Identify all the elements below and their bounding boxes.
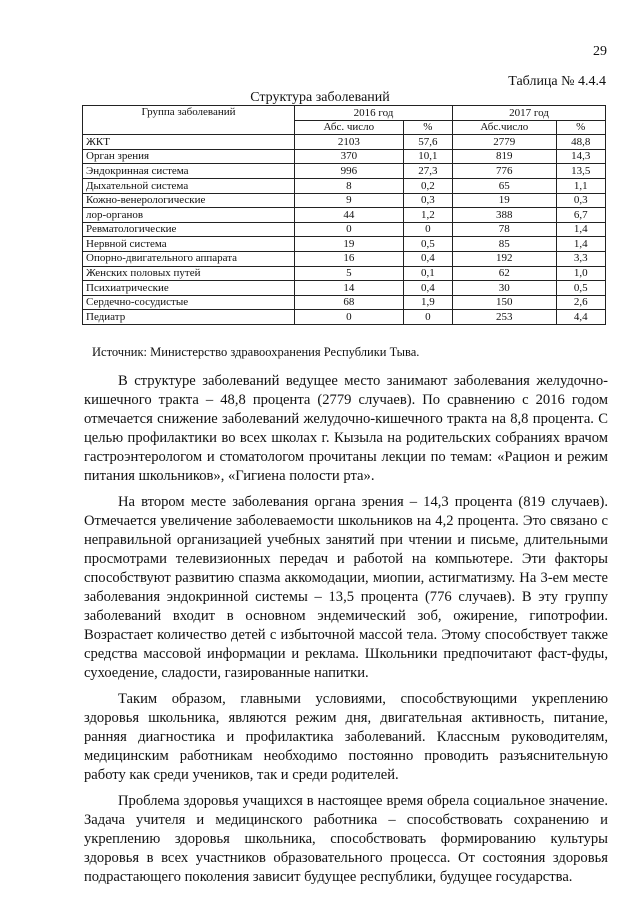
table-row	[83, 310, 606, 325]
pct-2016-cell: 0	[403, 222, 452, 237]
abs-2016-cell: 996	[295, 164, 404, 179]
subheader-abs-2017: Абс.число	[453, 120, 556, 135]
pct-2017-cell: 3,3	[556, 251, 605, 266]
table-row	[83, 164, 606, 179]
abs-2016-cell: 8	[295, 178, 404, 193]
table-row	[83, 149, 606, 164]
disease-structure-table	[82, 105, 606, 325]
row-name-cell: Кожно-венерологические	[83, 193, 295, 208]
row-name-cell: ЖКТ	[83, 135, 295, 150]
pct-2016-cell: 10,1	[403, 149, 452, 164]
pct-2016-cell: 0,4	[403, 251, 452, 266]
pct-2017-cell: 1,0	[556, 266, 605, 281]
pct-2016-cell: 0,1	[403, 266, 452, 281]
abs-2017-cell: 192	[453, 251, 556, 266]
table-row	[83, 208, 606, 223]
table-body	[83, 135, 606, 325]
pct-2017-cell: 0,3	[556, 193, 605, 208]
table-title: Структура заболеваний	[250, 90, 390, 105]
row-name-cell: Опорно-двигательного аппарата	[83, 251, 295, 266]
table-label: Таблица № 4.4.4	[508, 74, 606, 89]
paragraph: В структуре заболеваний ведущее место занимают заболевания желудочно-кишечного тракта – 48,8 процента (2779 случаев). По сравнению с 2016 годом отмечается снижение заболеваний желудочно-кишечного тракта на 8,8 процента. С целью профилактики во всех школах г. Кызыла на родительских собраниях врачом гастроэнтерологом и стоматологом прочитаны лекции по темам: «Рацион и режим питания школьников», «Гигиена полости рта».	[84, 373, 608, 484]
pct-2017-cell: 6,7	[556, 208, 605, 223]
row-name-cell: Сердечно-сосудистые	[83, 295, 295, 310]
year-header-2016: 2016 год	[295, 106, 453, 121]
pct-2017-cell: 4,4	[556, 310, 605, 325]
table-row	[83, 281, 606, 296]
table-row	[83, 295, 606, 310]
row-name-cell: Ревматологические	[83, 222, 295, 237]
table-row	[83, 178, 606, 193]
pct-2016-cell: 0,4	[403, 281, 452, 296]
table-row	[83, 135, 606, 150]
page-number: 29	[593, 44, 607, 59]
row-name-cell: Нервной система	[83, 237, 295, 252]
abs-2017-cell: 776	[453, 164, 556, 179]
table-row	[83, 266, 606, 281]
subheader-abs-2016: Абс. число	[295, 120, 404, 135]
abs-2016-cell: 2103	[295, 135, 404, 150]
pct-2017-cell: 1,1	[556, 178, 605, 193]
pct-2017-cell: 1,4	[556, 237, 605, 252]
subheader-pct-2016: %	[403, 120, 452, 135]
pct-2017-cell: 2,6	[556, 295, 605, 310]
pct-2016-cell: 57,6	[403, 135, 452, 150]
year-header-2017: 2017 год	[453, 106, 606, 121]
pct-2017-cell: 0,5	[556, 281, 605, 296]
abs-2017-cell: 150	[453, 295, 556, 310]
abs-2016-cell: 0	[295, 222, 404, 237]
abs-2016-cell: 44	[295, 208, 404, 223]
row-name-cell: Педиатр	[83, 310, 295, 325]
table-row	[83, 251, 606, 266]
abs-2016-cell: 9	[295, 193, 404, 208]
abs-2016-cell: 370	[295, 149, 404, 164]
pct-2016-cell: 0,2	[403, 178, 452, 193]
abs-2017-cell: 85	[453, 237, 556, 252]
pct-2017-cell: 13,5	[556, 164, 605, 179]
row-name-cell: Женских половых путей	[83, 266, 295, 281]
pct-2017-cell: 14,3	[556, 149, 605, 164]
paragraph: Проблема здоровья учащихся в настоящее время обрела социальное значение. Задача учителя и медицинского работника – способствовать сохранению и укреплению здоровья школьника, способствовать формированию культуры здоровья в всех участников образовательного процесса. От состояния здоровья подрастающего поколения зависит будущее республики, будущее государства.	[84, 793, 608, 885]
pct-2017-cell: 48,8	[556, 135, 605, 150]
abs-2016-cell: 68	[295, 295, 404, 310]
paragraph: На втором месте заболевания органа зрения – 14,3 процента (819 случаев). Отмечается увеличение заболеваемости школьников на 4,2 процента. Это связано с неправильной организацией учебных занятий при чтении и письме, длительными просмотрами телевизионных передач и работой на компьютере. Эти факторы способствуют развитию спазма аккомодации, миопии, астигматизму. На 3-ем месте заболевания эндокринной системы – 13,5 процента (776 случаев). В эту группу заболеваний входит в основном эндемический зоб, ожирение, гипотрофии. Возрастает количество детей с избыточной массой тела. Этому способствует также средства массовой информации и реклама. Школьники предпочитают фаст-фуды, сухоедение, сладости, газированные напитки.	[84, 494, 608, 681]
pct-2016-cell: 0,5	[403, 237, 452, 252]
abs-2017-cell: 819	[453, 149, 556, 164]
table-header-row	[83, 106, 606, 121]
row-name-cell: Психиатрические	[83, 281, 295, 296]
subheader-pct-2017: %	[556, 120, 605, 135]
pct-2016-cell: 1,9	[403, 295, 452, 310]
pct-2016-cell: 27,3	[403, 164, 452, 179]
abs-2017-cell: 65	[453, 178, 556, 193]
group-header: Группа заболеваний	[83, 106, 295, 135]
pct-2016-cell: 1,2	[403, 208, 452, 223]
abs-2016-cell: 14	[295, 281, 404, 296]
abs-2017-cell: 78	[453, 222, 556, 237]
body-text	[84, 372, 608, 887]
pct-2016-cell: 0	[403, 310, 452, 325]
abs-2017-cell: 30	[453, 281, 556, 296]
table-row	[83, 237, 606, 252]
abs-2016-cell: 5	[295, 266, 404, 281]
abs-2016-cell: 16	[295, 251, 404, 266]
abs-2017-cell: 62	[453, 266, 556, 281]
row-name-cell: Эндокринная система	[83, 164, 295, 179]
row-name-cell: Дыхательной системa	[83, 178, 295, 193]
row-name-cell: лор-органов	[83, 208, 295, 223]
abs-2016-cell: 0	[295, 310, 404, 325]
row-name-cell: Орган зрения	[83, 149, 295, 164]
abs-2016-cell: 19	[295, 237, 404, 252]
table-source: Источник: Министерство здравоохранения Республики Тыва.	[92, 345, 420, 359]
abs-2017-cell: 19	[453, 193, 556, 208]
abs-2017-cell: 388	[453, 208, 556, 223]
table-row	[83, 193, 606, 208]
pct-2017-cell: 1,4	[556, 222, 605, 237]
paragraph: Таким образом, главными условиями, способствующими укреплению здоровья школьника, являются режим дня, двигательная активность, питание, ранняя диагностика и профилактика заболеваний. Классным руководителям, медицинским работникам необходимо постоянно проводить разъяснительную работу как среди учеников, так и среди родителей.	[84, 691, 608, 783]
abs-2017-cell: 2779	[453, 135, 556, 150]
abs-2017-cell: 253	[453, 310, 556, 325]
pct-2016-cell: 0,3	[403, 193, 452, 208]
table-row	[83, 222, 606, 237]
